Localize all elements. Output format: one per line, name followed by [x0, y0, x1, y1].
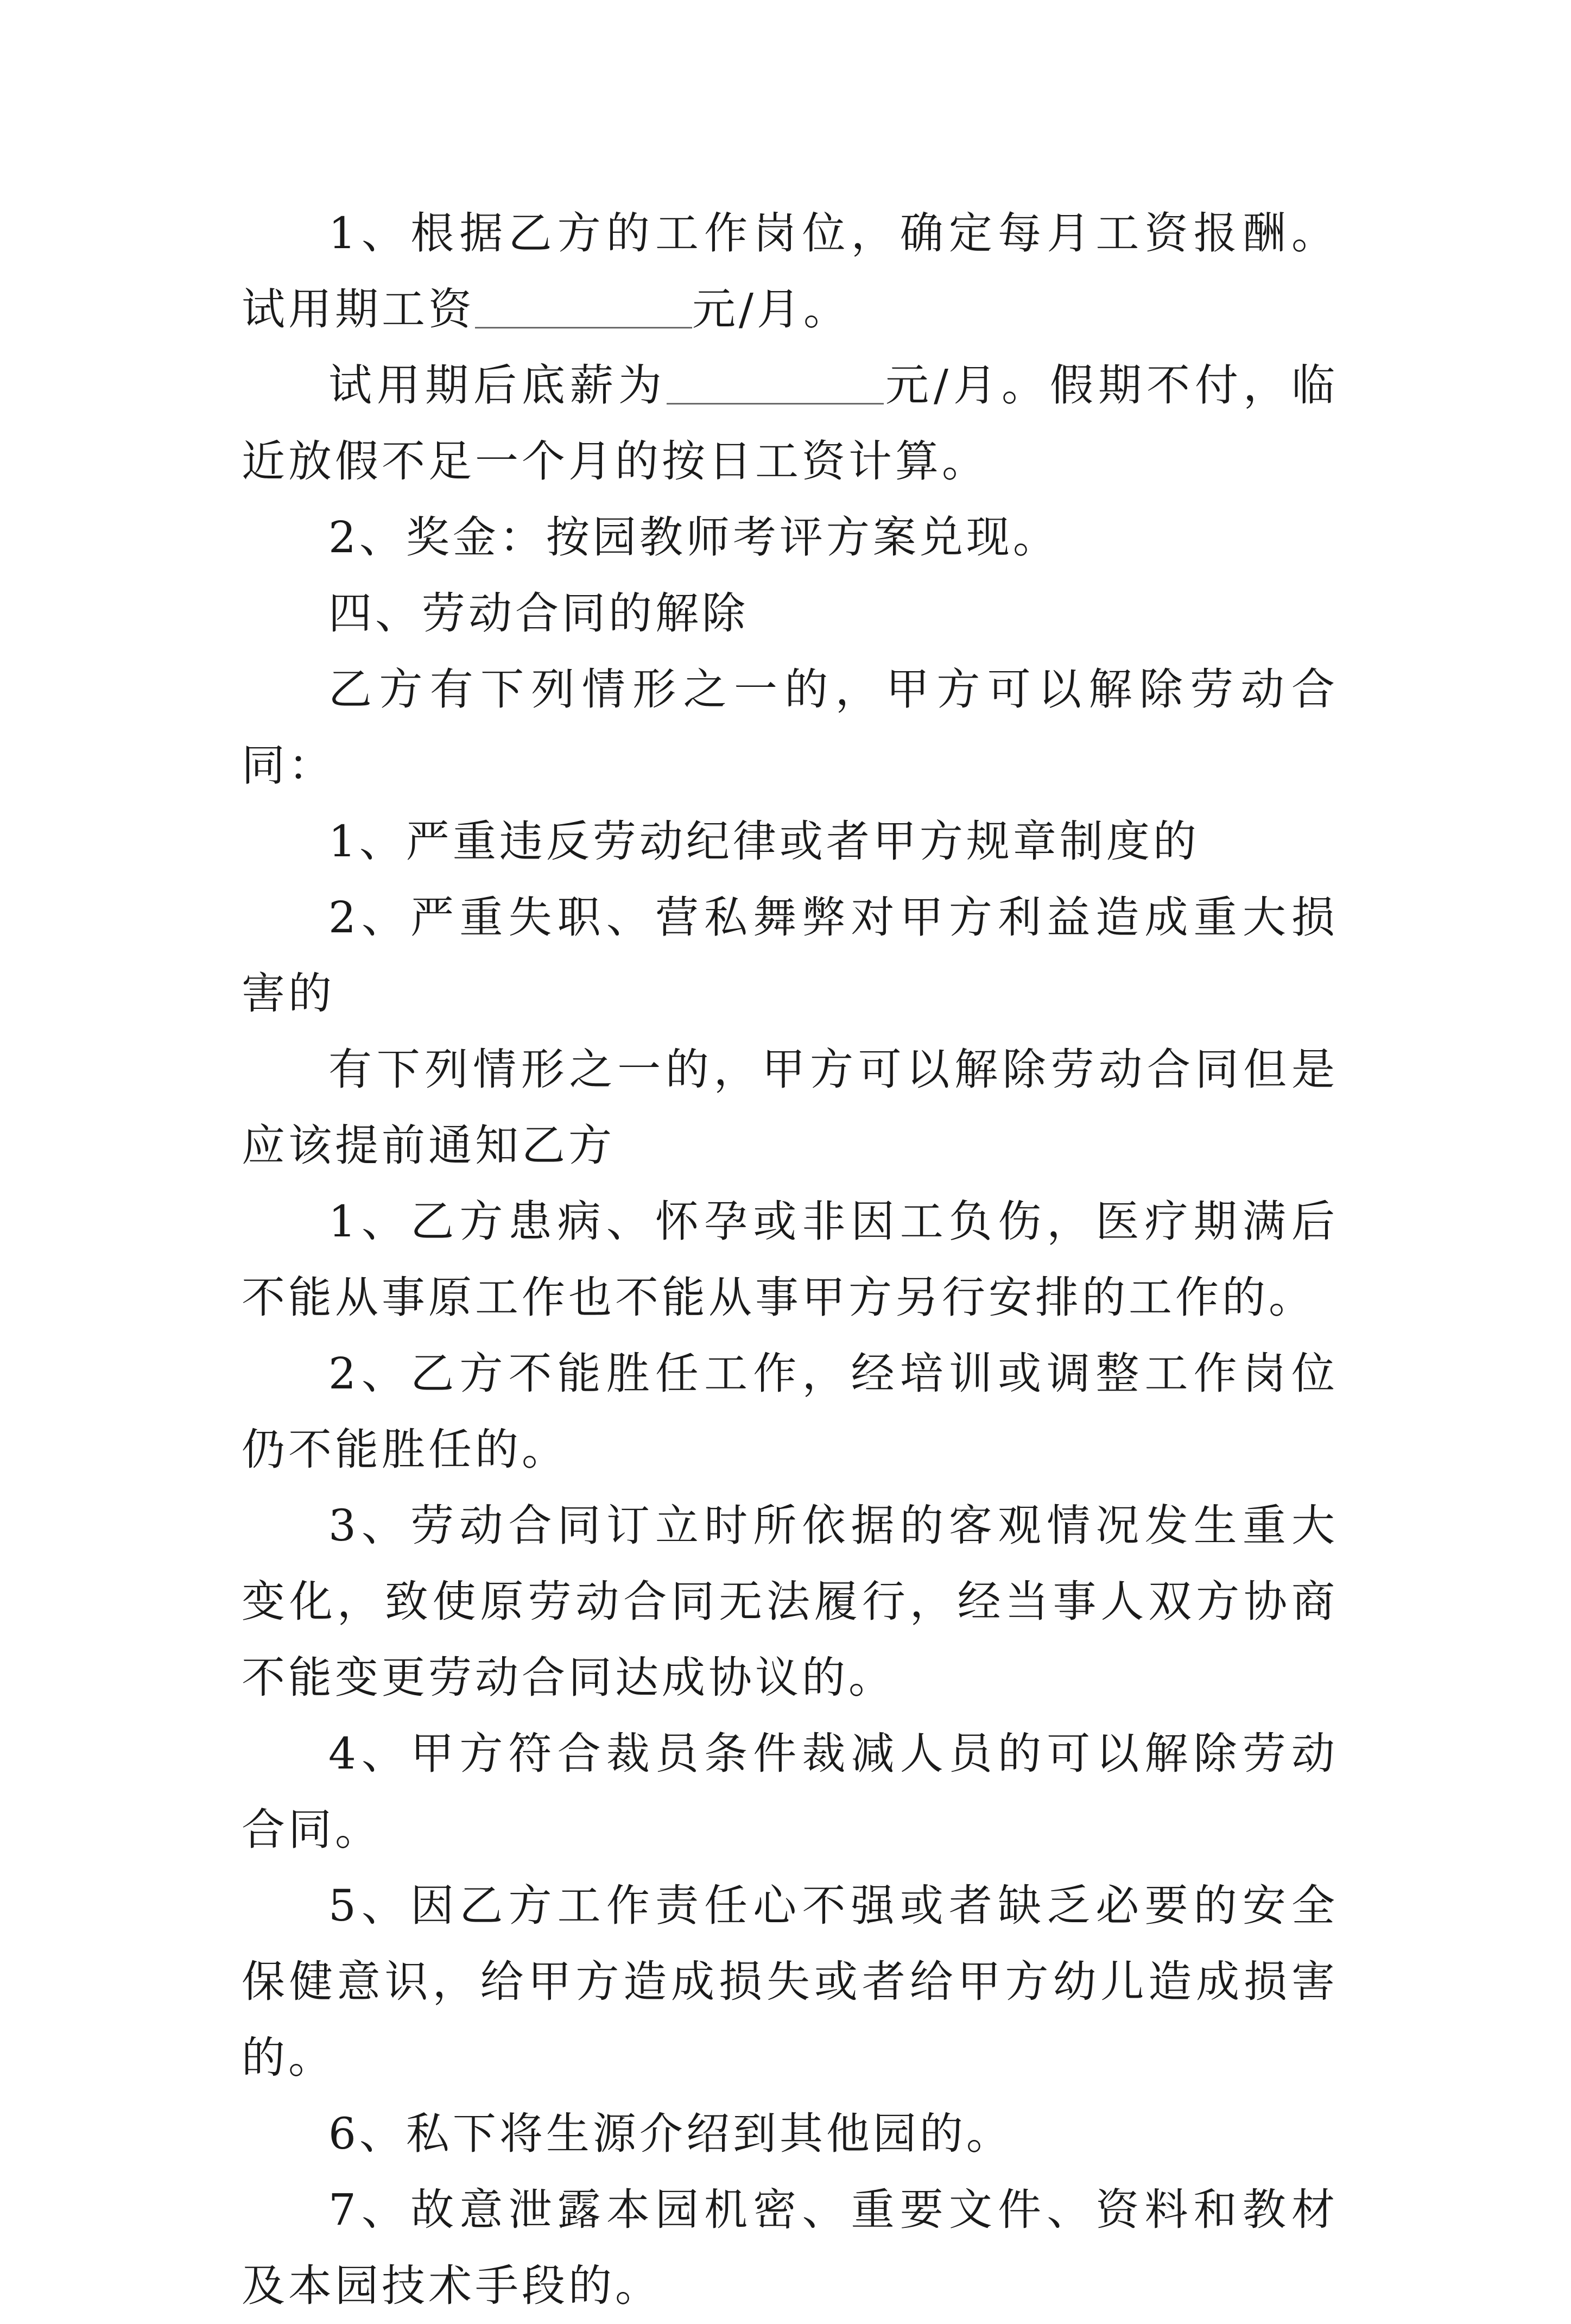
paragraph-termination-intro: 乙方有下列情形之一的，甲方可以解除劳动合同：: [242, 664, 1338, 791]
list-item-illness: 1、乙方患病、怀孕或非因工负伤，医疗期满后不能从事原工作也不能从事甲方另行安排的工作的。: [242, 1196, 1338, 1323]
probation-wage-blank: [475, 283, 692, 329]
base-salary-blank: [667, 359, 884, 405]
list-item-violation: 1、严重违反劳动纪律或者甲方规章制度的: [328, 816, 1200, 867]
document-body: [242, 195, 1338, 2324]
list-item-circumstance-change: 3、劳动合同订立时所依据的客观情况发生重大变化，致使原劳动合同无法履行，经当事人双方协商不能变更劳动合同达成协议的。: [242, 1500, 1338, 1703]
list-item-confidentiality: 7、故意泄露本园机密、重要文件、资料和教材及本园技术手段的。: [242, 2184, 1338, 2311]
list-item-safety: 5、因乙方工作责任心不强或者缺乏必要的安全保健意识，给甲方造成损失或者给甲方幼儿造成损害的。: [242, 1880, 1338, 2083]
list-item-layoff: 4、甲方符合裁员条件裁减人员的可以解除劳动合同。: [242, 1728, 1338, 1855]
paragraph-text: 1、根据乙方的工作岗位，确定每月工资报酬。试用期工资: [242, 208, 1338, 334]
list-item-referral: 6、私下将生源介绍到其他园的。: [328, 2108, 1013, 2159]
list-item-incompetence: 2、乙方不能胜任工作，经培训或调整工作岗位仍不能胜任的。: [242, 1348, 1338, 1475]
paragraph-text: 试用期后底薪为: [328, 360, 667, 411]
paragraph-probation-wage: [242, 195, 1338, 348]
paragraph-text: 元/月。: [692, 284, 850, 334]
paragraph-text: 元/月。假期不付，临近放假不足一个月的按日工资计算。: [242, 360, 1339, 487]
paragraph-base-salary: [242, 348, 1338, 500]
paragraph-notice-intro: 有下列情形之一的，甲方可以解除劳动合同但是应该提前通知乙方: [242, 1044, 1338, 1171]
list-item-negligence: 2、严重失职、营私舞弊对甲方利益造成重大损害的: [242, 892, 1338, 1019]
section-heading-termination: 四、劳动合同的解除: [328, 588, 749, 639]
paragraph-bonus: 2、奖金：按园教师考评方案兑现。: [328, 512, 1060, 563]
